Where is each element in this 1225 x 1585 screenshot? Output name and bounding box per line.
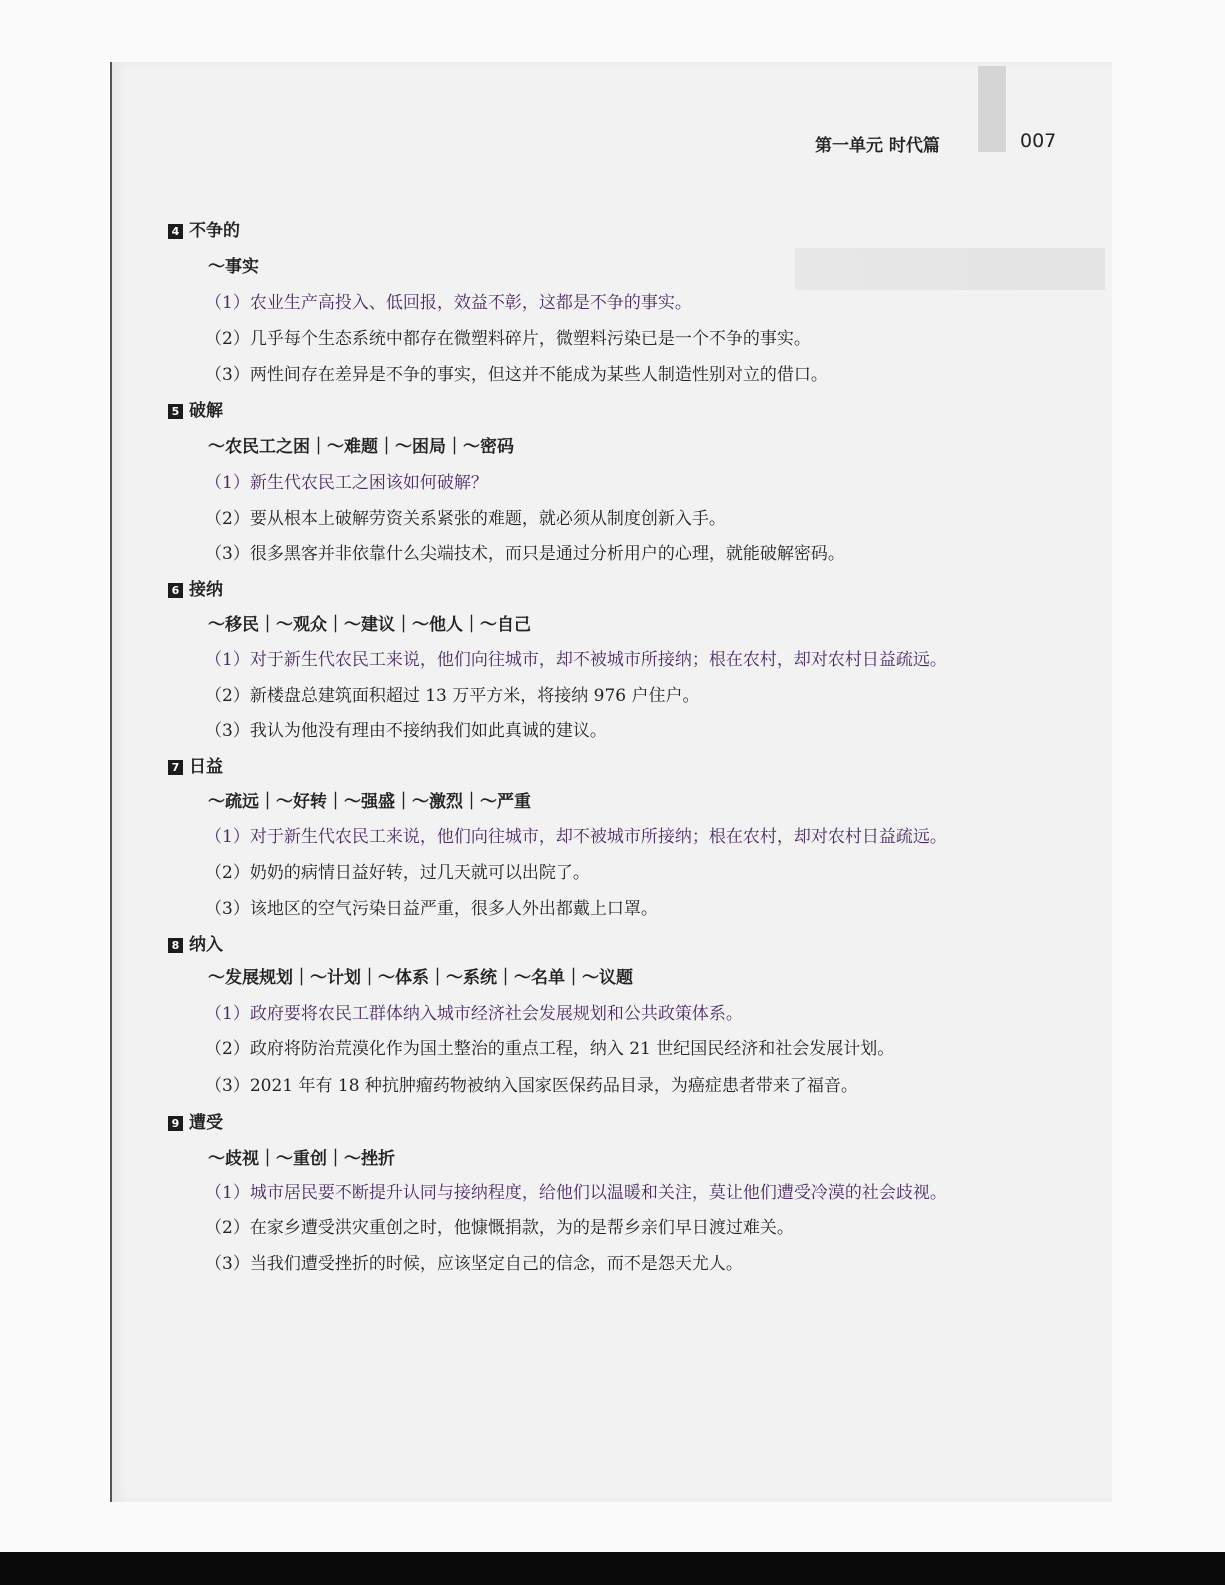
example-sentence: （1）对于新生代农民工来说，他们向往城市，却不被城市所接纳；根在农村，却对农村日益疏远。 — [205, 650, 947, 670]
entry-word: 破解 — [189, 401, 223, 421]
entry-word: 接纳 — [189, 580, 223, 600]
example-sentence: （1）政府要将农民工群体纳入城市经济社会发展规划和公共政策体系。 — [205, 1004, 743, 1024]
entry-number-badge: 5 — [168, 404, 183, 419]
example-sentence: （3）2021 年有 18 种抗肿瘤药物被纳入国家医保药品目录，为癌症患者带来了福音。 — [205, 1076, 858, 1096]
entry-number-badge: 7 — [168, 760, 183, 775]
entry-number-badge: 8 — [168, 938, 183, 953]
example-sentence: （3）该地区的空气污染日益严重，很多人外出都戴上口罩。 — [205, 899, 658, 919]
page-number: 007 — [1020, 130, 1057, 152]
example-sentence: （2）政府将防治荒漠化作为国土整治的重点工程，纳入 21 世纪国民经济和社会发展计划。 — [205, 1039, 895, 1059]
entry-word: 日益 — [189, 757, 223, 777]
entry-headword — [168, 1110, 223, 1136]
entry-collocations: ～发展规划｜～计划｜～体系｜～系统｜～名单｜～议题 — [208, 968, 633, 988]
entry-collocations: ～移民｜～观众｜～建议｜～他人｜～自己 — [208, 615, 531, 635]
example-sentence: （3）两性间存在差异是不争的事实，但这并不能成为某些人制造性别对立的借口。 — [205, 365, 828, 385]
entry-headword — [168, 932, 223, 958]
entry-collocations: ～农民工之困｜～难题｜～困局｜～密码 — [208, 437, 514, 457]
entry-headword — [168, 218, 240, 244]
example-sentence: （2）要从根本上破解劳资关系紧张的难题，就必须从制度创新入手。 — [205, 509, 726, 529]
bleed-through-band — [795, 248, 1105, 290]
example-sentence: （1）城市居民要不断提升认同与接纳程度，给他们以温暖和关注，莫让他们遭受冷漠的社会歧视。 — [205, 1183, 947, 1203]
entry-headword — [168, 577, 223, 603]
example-sentence: （1）新生代农民工之困该如何破解？ — [205, 473, 488, 493]
unit-title: 第一单元 时代篇 — [815, 136, 940, 156]
scan-bottom-edge — [0, 1552, 1225, 1585]
example-sentence: （2）在家乡遭受洪灾重创之时，他慷慨捐款，为的是帮乡亲们早日渡过难关。 — [205, 1218, 794, 1238]
example-sentence: （2）新楼盘总建筑面积超过 13 万平方米，将接纳 976 户住户。 — [205, 686, 700, 706]
entry-collocations: ～歧视｜～重创｜～挫折 — [208, 1149, 395, 1169]
entry-number-badge: 9 — [168, 1116, 183, 1131]
entry-headword — [168, 398, 223, 424]
example-sentence: （3）我认为他没有理由不接纳我们如此真诚的建议。 — [205, 721, 607, 741]
entry-number-badge: 4 — [168, 224, 183, 239]
example-sentence: （2）几乎每个生态系统中都存在微塑料碎片，微塑料污染已是一个不争的事实。 — [205, 329, 811, 349]
example-sentence: （3）当我们遭受挫折的时候，应该坚定自己的信念，而不是怨天尤人。 — [205, 1254, 743, 1274]
entry-collocations: ～事实 — [208, 257, 259, 277]
example-sentence: （1）农业生产高投入、低回报，效益不彰，这都是不争的事实。 — [205, 293, 692, 313]
example-sentence: （2）奶奶的病情日益好转，过几天就可以出院了。 — [205, 863, 590, 883]
entry-word: 纳入 — [189, 935, 223, 955]
entry-collocations: ～疏远｜～好转｜～强盛｜～激烈｜～严重 — [208, 792, 531, 812]
example-sentence: （3）很多黑客并非依靠什么尖端技术，而只是通过分析用户的心理，就能破解密码。 — [205, 544, 845, 564]
entry-word: 不争的 — [189, 221, 240, 241]
entry-headword — [168, 754, 223, 780]
running-header — [0, 128, 1225, 158]
entry-word: 遭受 — [189, 1113, 223, 1133]
entry-number-badge: 6 — [168, 583, 183, 598]
example-sentence: （1）对于新生代农民工来说，他们向往城市，却不被城市所接纳；根在农村，却对农村日益疏远。 — [205, 827, 947, 847]
